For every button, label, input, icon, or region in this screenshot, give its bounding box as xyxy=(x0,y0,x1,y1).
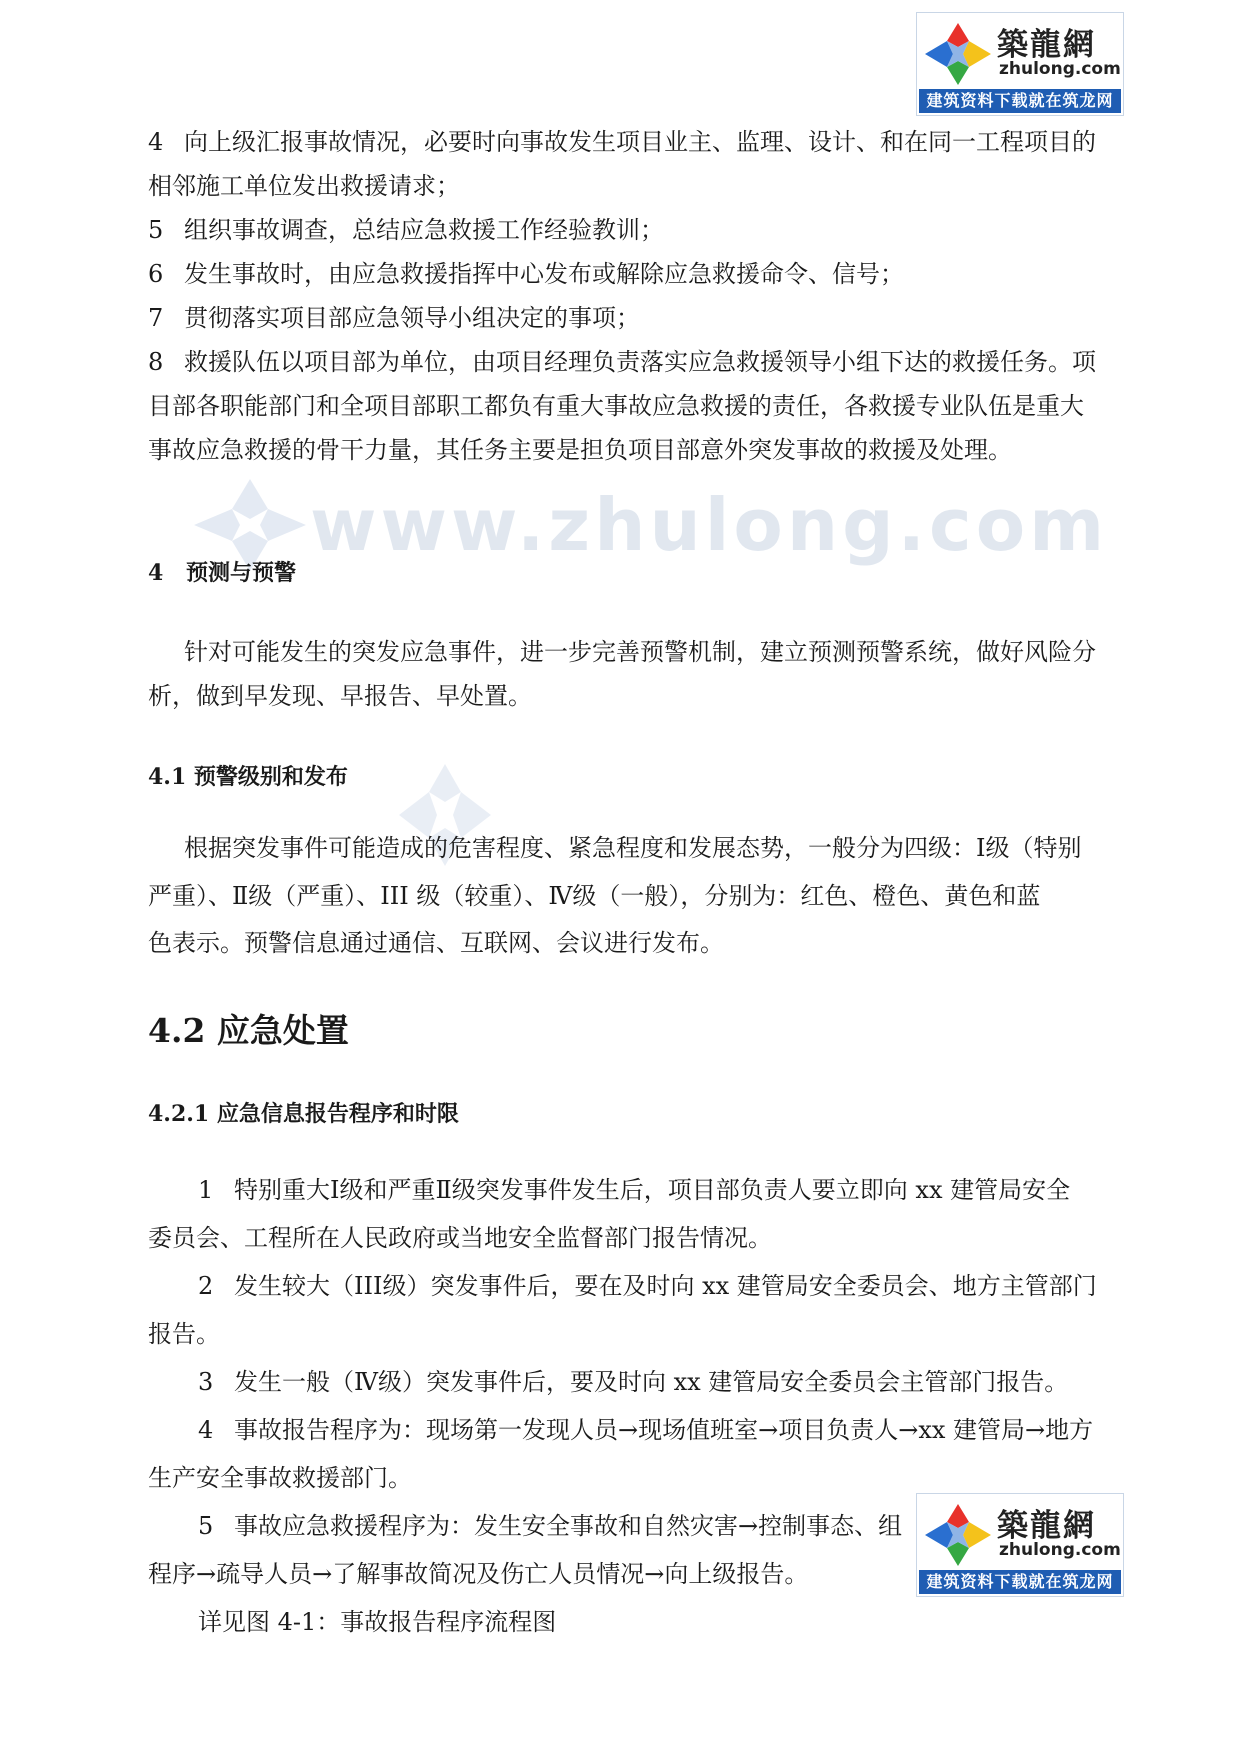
list-item xyxy=(198,1175,1070,1205)
list-item-text: 发生一般（Ⅳ级）突发事件后，要及时向 xx 建管局安全委员会主管部门报告。 xyxy=(234,1368,1069,1396)
logo-chinese-name: 築龍網 xyxy=(997,27,1096,63)
list-item-text: 贯彻落实项目部应急领导小组决定的事项； xyxy=(184,304,640,332)
section-number: 4 xyxy=(148,560,164,586)
list-item-continuation: 目部各职能部门和全项目部职工都负有重大事故应急救援的责任，各救援专业队伍是重大 xyxy=(148,392,1084,420)
list-item-continuation: 报告。 xyxy=(148,1320,220,1348)
section-heading xyxy=(148,556,296,587)
list-item xyxy=(148,215,664,245)
section-heading-large: 4.2 应急处置 xyxy=(148,1011,349,1050)
list-item xyxy=(198,1367,1068,1397)
paragraph-line: 根据突发事件可能造成的危害程度、紧急程度和发展态势，一般分为四级：Ⅰ级（特别 xyxy=(184,834,1082,862)
subsection-heading: 4.2.1 应急信息报告程序和时限 xyxy=(148,1101,459,1127)
list-item-text: 向上级汇报事故情况，必要时向事故发生项目业主、监理、设计、和在同一工程项目的 xyxy=(184,128,1096,156)
paragraph-line: 析，做到早发现、早报告、早处置。 xyxy=(148,682,532,710)
list-item-number: 8 xyxy=(148,348,164,376)
list-item-number: 6 xyxy=(148,260,164,288)
list-item-number: 4 xyxy=(148,128,164,156)
logo-tagline: 建筑资料下载就在筑龙网 xyxy=(919,1570,1121,1594)
logo-domain: zhulong.com xyxy=(999,59,1121,79)
zhulong-logo-mark-icon xyxy=(923,1502,993,1568)
list-item xyxy=(148,127,1096,157)
zhulong-logo-mark-icon xyxy=(923,21,993,87)
list-item-continuation: 相邻施工单位发出救援请求； xyxy=(148,172,460,200)
watermark-text: www.zhulong.com xyxy=(310,483,1109,567)
list-item-continuation: 委员会、工程所在人民政府或当地安全监督部门报告情况。 xyxy=(148,1224,772,1252)
list-item xyxy=(198,1415,1093,1445)
list-item-continuation: 生产安全事故救援部门。 xyxy=(148,1464,412,1492)
list-item xyxy=(148,303,640,333)
section-title: 预测与预警 xyxy=(186,560,297,586)
paragraph-line: 严重）、Ⅱ级（严重）、III 级（较重）、Ⅳ级（一般），分别为：红色、橙色、黄色和蓝 xyxy=(148,882,1041,910)
list-item xyxy=(148,347,1096,377)
list-item-number: 1 xyxy=(198,1176,214,1204)
zhulong-logo xyxy=(916,12,1124,116)
paragraph-line: 针对可能发生的突发应急事件，进一步完善预警机制，建立预测预警系统，做好风险分 xyxy=(184,638,1096,666)
list-item-text: 特别重大Ⅰ级和严重Ⅱ级突发事件发生后，项目部负责人要立即向 xx 建管局安全 xyxy=(234,1176,1071,1204)
logo-chinese-name: 築龍網 xyxy=(997,1508,1096,1544)
list-item-number: 5 xyxy=(198,1512,214,1540)
list-item-text: 发生较大（III级）突发事件后，要在及时向 xx 建管局安全委员会、地方主管部门 xyxy=(234,1272,1097,1300)
logo-domain: zhulong.com xyxy=(999,1540,1121,1560)
list-item-number: 7 xyxy=(148,304,164,332)
subsection-heading: 4.1 预警级别和发布 xyxy=(148,764,348,790)
list-item-text: 事故应急救援程序为：发生安全事故和自然灾害→控制事态、组 xyxy=(234,1512,903,1540)
figure-reference-note: 详见图 4-1：事故报告程序流程图 xyxy=(198,1608,557,1636)
logo-tagline: 建筑资料下载就在筑龙网 xyxy=(919,89,1121,113)
list-item-text: 组织事故调查，总结应急救援工作经验教训； xyxy=(184,216,664,244)
list-item-text: 发生事故时，由应急救援指挥中心发布或解除应急救援命令、信号； xyxy=(184,260,904,288)
list-item-continuation: 事故应急救援的骨干力量，其任务主要是担负项目部意外突发事故的救援及处理。 xyxy=(148,436,1012,464)
paragraph-line: 色表示。预警信息通过通信、互联网、会议进行发布。 xyxy=(148,929,724,957)
list-item-number: 4 xyxy=(198,1416,214,1444)
list-item-number: 5 xyxy=(148,216,164,244)
zhulong-logo-bottom xyxy=(916,1493,1124,1597)
list-item-number: 2 xyxy=(198,1272,214,1300)
list-item-continuation: 程序→疏导人员→了解事故简况及伤亡人员情况→向上级报告。 xyxy=(148,1560,809,1588)
list-item-text: 事故报告程序为：现场第一发现人员→现场值班室→项目负责人→xx 建管局→地方 xyxy=(234,1416,1094,1444)
list-item xyxy=(198,1511,902,1541)
list-item-text: 救援队伍以项目部为单位，由项目经理负责落实应急救援领导小组下达的救援任务。项 xyxy=(184,348,1096,376)
list-item-number: 3 xyxy=(198,1368,214,1396)
list-item xyxy=(148,259,904,289)
list-item xyxy=(198,1271,1097,1301)
watermark xyxy=(190,475,1109,570)
